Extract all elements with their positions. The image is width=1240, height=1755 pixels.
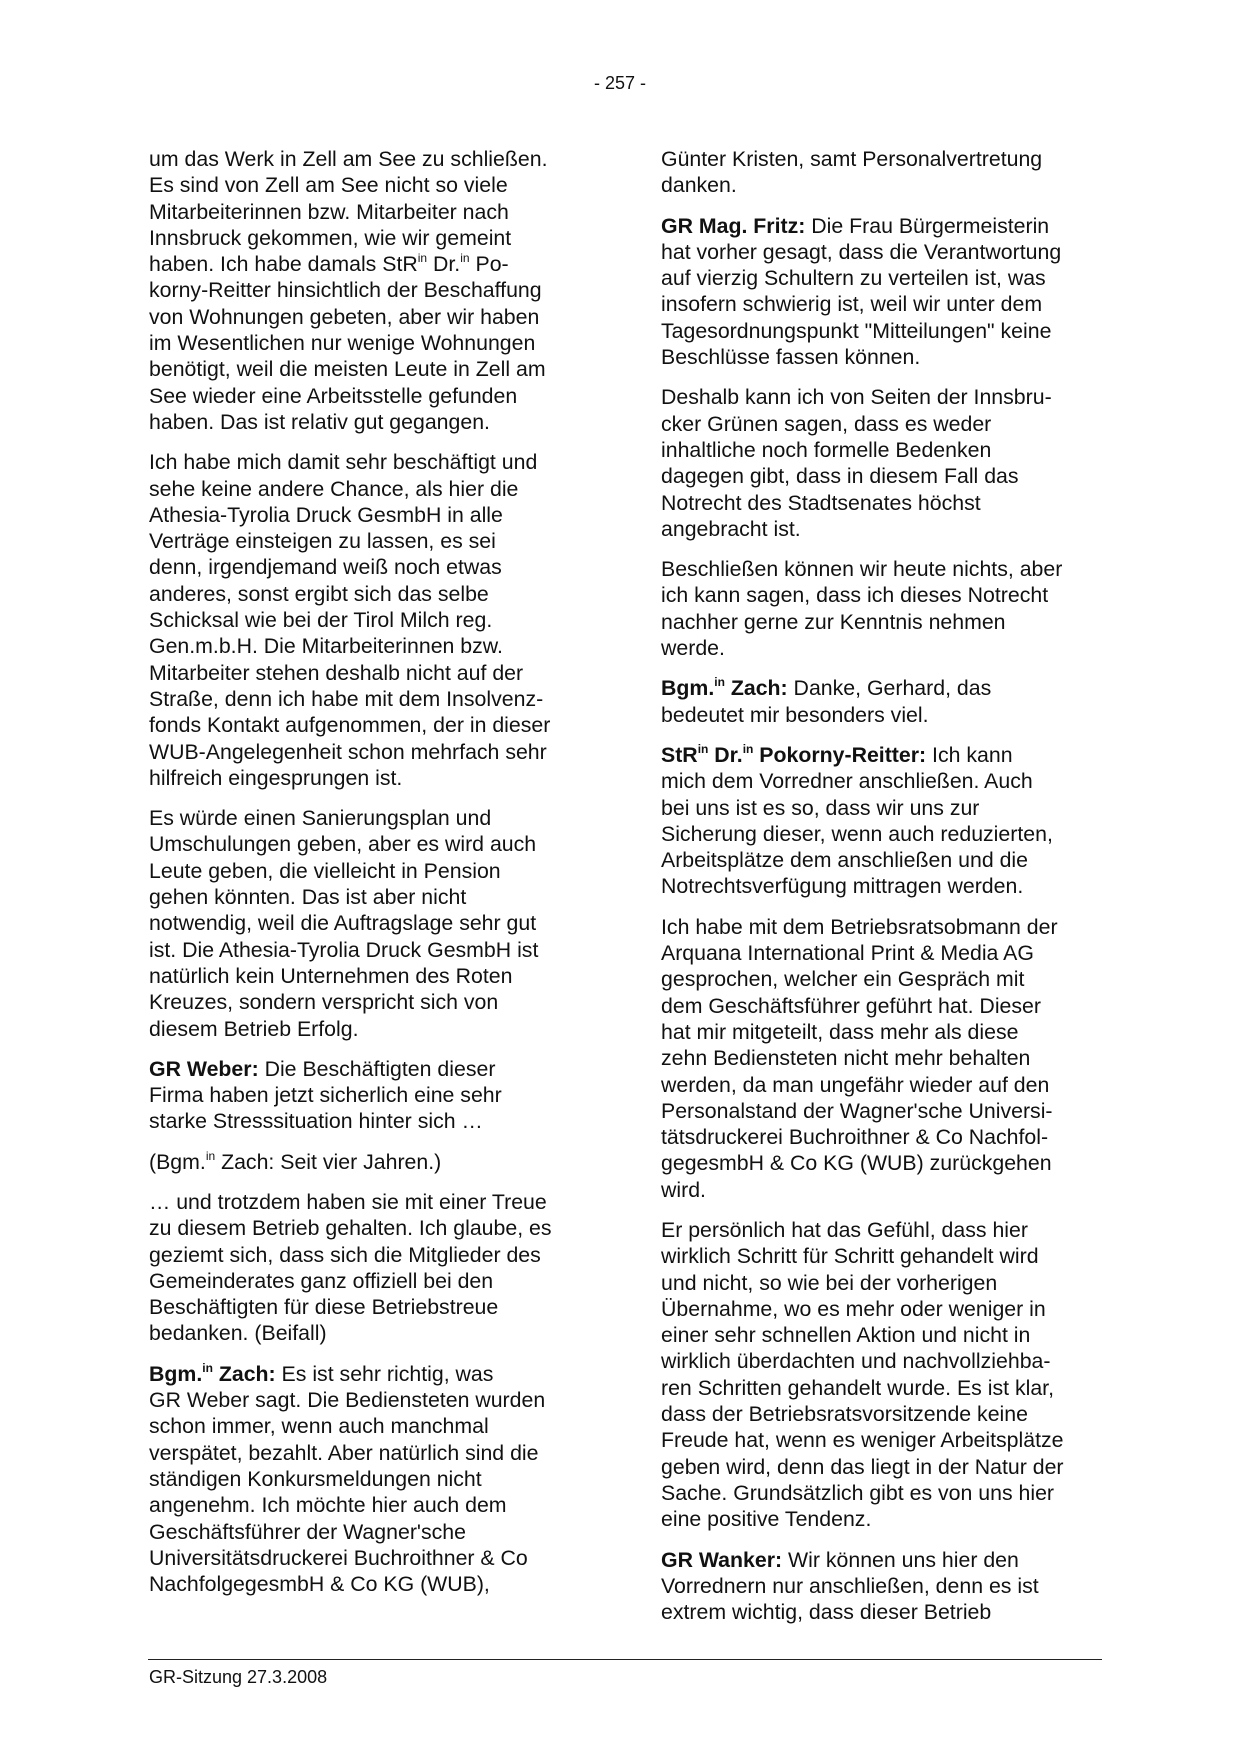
footer-divider <box>148 1659 1102 1660</box>
paragraph: Deshalb kann ich von Seiten der Innsbru- cker Grünen sagen, dass es weder inhaltliche noch formelle Bedenken dagegen gibt, dass in diesem Fall das Notrecht des Stadtsenates höchst angebracht ist. <box>661 385 1052 541</box>
speaker-name: Bgm.$^{in}$ Zach: <box>149 1360 276 1386</box>
speaker-name: GR Wanker: <box>661 1547 783 1572</box>
paragraph: Es würde einen Sanierungsplan und Umschulungen geben, aber es wird auch Leute geben, die vielleicht in Pension gehen könnten. Das ist aber nicht notwendig, weil die Auftragslage sehr gut ist. Die Athesia-Tyrolia Druck GesmbH ist natürlich kein Unternehmen des Roten Kreuzes, sondern verspricht sich von diesem Betrieb Erfolg. <box>149 806 539 1041</box>
paragraph: Er persönlich hat das Gefühl, dass hier wirklich Schritt für Schritt gehandelt wird und nicht, so wie bei der vorherigen Übernahme, wo es mehr oder weniger in einer sehr schnellen Aktion und nicht in wirklich überdachten und nachvollziehba- ren Schritten gehandelt wurde. Es ist klar, dass der Betriebsratsvorsitzende keine Freude hat, wenn es weniger Arbeitsplätze geben wird, denn das liegt in der Natur der Sache. Grundsätzlich gibt es von uns hier eine positive Tendenz. <box>661 1217 1064 1532</box>
paragraph: Günter Kristen, samt Personalvertretung danken. <box>661 147 1043 198</box>
left-column <box>149 146 589 1611</box>
speaker-name: StR$^{in}$ Dr.$^{in}$ Pokorny-Reitter: <box>661 741 927 767</box>
speaker-paragraph: StR$^{in}$ Dr.$^{in}$ Pokorny-Reitter: Ich kann mich dem Vorredner anschließen. Auch bei uns ist es so, dass wir uns zur Sicherung dieser, wenn auch reduzierten, Arbeitsplätze dem anschließen und die Notrechtsverfügung mittragen werden. <box>661 741 1053 899</box>
paragraph: … und trotzdem haben sie mit einer Treue zu diesem Betrieb gehalten. Ich glaube, es geziemt sich, dass sich die Mitglieder des Gemeinderates ganz offiziell bei den Beschäftigten für diese Betriebstreue bedanken. (Beifall) <box>149 1189 552 1346</box>
page-number: - 257 - <box>593 73 647 93</box>
speaker-paragraph: GR Mag. Fritz: Die Frau Bürgermeisterin hat vorher gesagt, dass die Verantwortung auf vierzig Schultern zu verteilen ist, was insofern schwierig ist, weil wir unter dem Tagesordnungspunkt "Mitteilungen" keine Beschlüsse fassen können. <box>661 213 1062 370</box>
paragraph: um das Werk in Zell am See zu schließen. Es sind von Zell am See nicht so viele Mitarbeiterinnen bzw. Mitarbeiter nach Innsbruck gekommen, wie wir gemeint haben. Ich habe damals StR$^{in}$ Dr.$^{in}$ Po- korny-Reitter hinsichtlich der Beschaffung von Wohnungen gebeten, aber wir haben im Wesentlichen nur wenige Wohnungen benötigt, weil die meisten Leute in Zell am See wieder eine Arbeitsstelle gefunden haben. Das ist relativ gut gegangen. <box>149 147 548 434</box>
speaker-name: GR Weber: <box>149 1056 259 1081</box>
interjection: (Bgm.$^{in}$ Zach: Seit vier Jahren.) <box>149 1148 442 1174</box>
paragraph: Ich habe mich damit sehr beschäftigt und sehe keine andere Chance, als hier die Athesia-Tyrolia Druck GesmbH in alle Verträge einsteigen zu lassen, es sei denn, irgendjemand weiß noch etwas anderes, sonst ergibt sich das selbe Schicksal wie bei der Tirol Milch reg. Gen.m.b.H. Die Mitarbeiterinnen bzw. Mitarbeiter stehen deshalb nicht auf der Straße, denn ich habe mit dem Insolvenz- fonds Kontakt aufgenommen, der in dieser WUB-Angelegenheit schon mehrfach sehr hilfreich eingesprungen ist. <box>149 450 551 790</box>
paragraph: Beschließen können wir heute nichts, aber ich kann sagen, dass ich dieses Notrecht nachher gerne zur Kenntnis nehmen werde. <box>661 557 1063 661</box>
speaker-name: Bgm.$^{in}$ Zach: <box>661 675 788 701</box>
speaker-paragraph: GR Wanker: Wir können uns hier den Vorrednern nur anschließen, denn es ist extrem wichtig, dass dieser Betrieb <box>661 1547 1039 1625</box>
right-column <box>661 146 1101 1639</box>
paragraph: Ich habe mit dem Betriebsratsobmann der Arquana International Print & Media AG gesprochen, welcher ein Gespräch mit dem Geschäftsführer geführt hat. Dieser hat mir mitgeteilt, dass mehr als diese zehn Bediensteten nicht mehr behalten werden, da man ungefähr wieder auf den Personalstand der Wagner'sche Universi- tätsdruckerei Buchroithner & Co Nachfol- gegesmbH & Co KG (WUB) zurückgehen wird. <box>661 914 1058 1202</box>
speaker-paragraph: Bgm.$^{in}$ Zach: Es ist sehr richtig, was GR Weber sagt. Die Bediensteten wurden schon immer, wenn auch manchmal verspätet, bezahlt. Aber natürlich sind die ständigen Konkursmeldungen nicht angenehm. Ich möchte hier auch dem Geschäftsführer der Wagner'sche Universitätsdruckerei Buchroithner & Co NachfolgegesmbH & Co KG (WUB), <box>149 1360 546 1597</box>
footer-text: GR-Sitzung 27.3.2008 <box>149 1667 328 1687</box>
speaker-name: GR Mag. Fritz: <box>661 213 806 238</box>
speaker-paragraph: GR Weber: Die Beschäftigten dieser Firma haben jetzt sicherlich eine sehr starke Stresssituation hinter sich … <box>149 1056 502 1134</box>
speaker-paragraph: Bgm.$^{in}$ Zach: Danke, Gerhard, das bedeutet mir besonders viel. <box>661 675 992 727</box>
